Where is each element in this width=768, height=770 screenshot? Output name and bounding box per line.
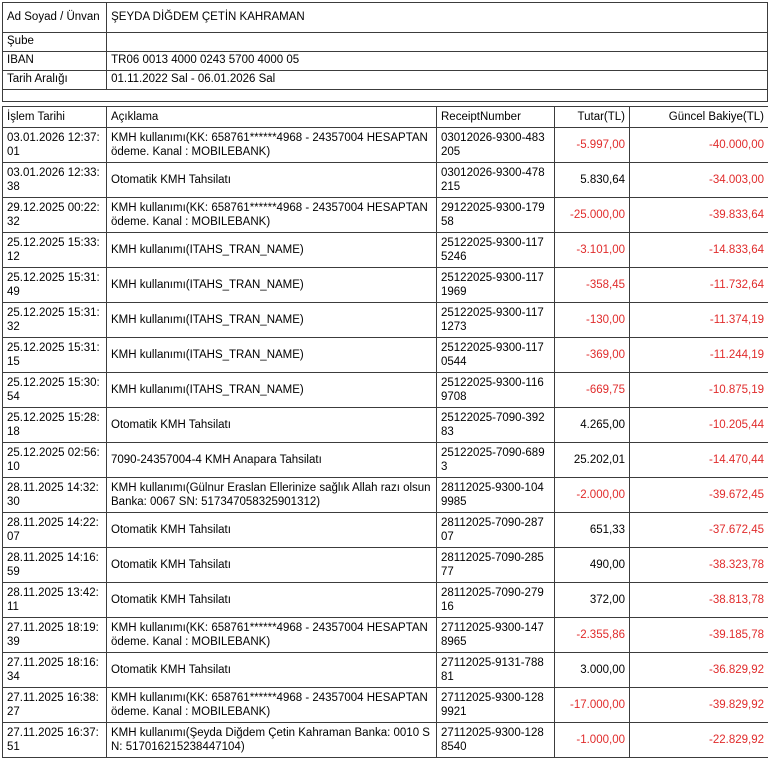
cell-description: Otomatik KMH Tahsilatı bbox=[107, 408, 437, 443]
cell-date: 28.11.2025 14:22:07 bbox=[3, 513, 107, 548]
column-header-balance: Güncel Bakiye(TL) bbox=[630, 107, 768, 128]
cell-description: KMH kullanımı(ITAHS_TRAN_NAME) bbox=[107, 338, 437, 373]
cell-receipt: 28112025-7090-27916 bbox=[437, 583, 555, 618]
cell-date: 28.11.2025 14:32:30 bbox=[3, 478, 107, 513]
account-info-body bbox=[3, 3, 768, 90]
info-row-name bbox=[3, 3, 768, 33]
cell-amount: -5.997,00 bbox=[555, 128, 630, 163]
cell-description: KMH kullanımı(KK: 658761******4968 - 24357004 HESAPTAN ödeme. Kanal : MOBILEBANK) bbox=[107, 618, 437, 653]
table-row[interactable] bbox=[3, 513, 768, 548]
cell-description: Otomatik KMH Tahsilatı bbox=[107, 548, 437, 583]
cell-receipt: 25122025-9300-1175246 bbox=[437, 233, 555, 268]
cell-receipt: 03012026-9300-483205 bbox=[437, 128, 555, 163]
cell-amount: -369,00 bbox=[555, 338, 630, 373]
header-row bbox=[3, 107, 768, 128]
info-label-name: Ad Soyad / Ünvan bbox=[3, 3, 107, 33]
cell-receipt: 28112025-9300-1049985 bbox=[437, 478, 555, 513]
cell-balance: -40.000,00 bbox=[630, 128, 768, 163]
cell-balance: -39.829,92 bbox=[630, 688, 768, 723]
cell-amount: -17.000,00 bbox=[555, 688, 630, 723]
spacer-table bbox=[2, 90, 768, 106]
cell-balance: -34.003,00 bbox=[630, 163, 768, 198]
cell-receipt: 29122025-9300-17958 bbox=[437, 198, 555, 233]
table-row[interactable] bbox=[3, 408, 768, 443]
cell-receipt: 25122025-7090-6893 bbox=[437, 443, 555, 478]
cell-balance: -11.732,64 bbox=[630, 268, 768, 303]
cell-description: KMH kullanımı(KK: 658761******4968 - 24357004 HESAPTAN ödeme. Kanal : MOBILEBANK) bbox=[107, 688, 437, 723]
transactions-body bbox=[3, 128, 768, 758]
table-row[interactable] bbox=[3, 268, 768, 303]
cell-description: KMH kullanımı(KK: 658761******4968 - 24357004 HESAPTAN ödeme. Kanal : MOBILEBANK) bbox=[107, 128, 437, 163]
table-row[interactable] bbox=[3, 338, 768, 373]
cell-receipt: 27112025-9300-1478965 bbox=[437, 618, 555, 653]
table-row[interactable] bbox=[3, 198, 768, 233]
cell-amount: -130,00 bbox=[555, 303, 630, 338]
cell-date: 27.11.2025 16:38:27 bbox=[3, 688, 107, 723]
table-row[interactable] bbox=[3, 478, 768, 513]
cell-amount: -25.000,00 bbox=[555, 198, 630, 233]
table-row[interactable] bbox=[3, 163, 768, 198]
table-row[interactable] bbox=[3, 653, 768, 688]
cell-receipt: 25122025-7090-39283 bbox=[437, 408, 555, 443]
info-row-iban bbox=[3, 52, 768, 71]
cell-amount: 372,00 bbox=[555, 583, 630, 618]
table-row[interactable] bbox=[3, 688, 768, 723]
table-row[interactable] bbox=[3, 723, 768, 758]
column-header-receipt: ReceiptNumber bbox=[437, 107, 555, 128]
cell-description: Otomatik KMH Tahsilatı bbox=[107, 583, 437, 618]
cell-date: 25.12.2025 15:30:54 bbox=[3, 373, 107, 408]
info-label-branch: Şube bbox=[3, 33, 107, 52]
cell-amount: -669,75 bbox=[555, 373, 630, 408]
cell-receipt: 25122025-9300-1171969 bbox=[437, 268, 555, 303]
cell-date: 27.11.2025 18:19:39 bbox=[3, 618, 107, 653]
cell-date: 25.12.2025 15:28:18 bbox=[3, 408, 107, 443]
cell-receipt: 25122025-9300-1171273 bbox=[437, 303, 555, 338]
cell-description: KMH kullanımı(ITAHS_TRAN_NAME) bbox=[107, 303, 437, 338]
table-row[interactable] bbox=[3, 548, 768, 583]
table-row[interactable] bbox=[3, 303, 768, 338]
table-row[interactable] bbox=[3, 233, 768, 268]
info-row-branch bbox=[3, 33, 768, 52]
cell-balance: -38.323,78 bbox=[630, 548, 768, 583]
info-value-name: ŞEYDA DİĞDEM ÇETİN KAHRAMAN bbox=[107, 3, 768, 33]
cell-description: KMH kullanımı(Gülnur Eraslan Ellerinize sağlık Allah razı olsun Banka: 0067 SN: 517347058325901312) bbox=[107, 478, 437, 513]
cell-date: 03.01.2026 12:37:01 bbox=[3, 128, 107, 163]
column-header-amount: Tutar(TL) bbox=[555, 107, 630, 128]
cell-date: 28.11.2025 13:42:11 bbox=[3, 583, 107, 618]
cell-balance: -36.829,92 bbox=[630, 653, 768, 688]
cell-description: 7090-24357004-4 KMH Anapara Tahsilatı bbox=[107, 443, 437, 478]
table-row[interactable] bbox=[3, 443, 768, 478]
cell-amount: -3.101,00 bbox=[555, 233, 630, 268]
cell-amount: 5.830,64 bbox=[555, 163, 630, 198]
info-value-date-range: 01.11.2022 Sal - 06.01.2026 Sal bbox=[107, 71, 768, 90]
cell-date: 25.12.2025 15:31:32 bbox=[3, 303, 107, 338]
cell-receipt: 27112025-9300-1288540 bbox=[437, 723, 555, 758]
spacer-row-1 bbox=[3, 90, 768, 101]
cell-amount: -358,45 bbox=[555, 268, 630, 303]
cell-date: 25.12.2025 02:56:10 bbox=[3, 443, 107, 478]
table-row[interactable] bbox=[3, 583, 768, 618]
info-value-branch bbox=[107, 33, 768, 52]
cell-date: 25.12.2025 15:31:49 bbox=[3, 268, 107, 303]
transactions-header bbox=[3, 107, 768, 128]
cell-date: 27.11.2025 16:37:51 bbox=[3, 723, 107, 758]
cell-balance: -11.244,19 bbox=[630, 338, 768, 373]
cell-description: KMH kullanımı(ITAHS_TRAN_NAME) bbox=[107, 268, 437, 303]
cell-amount: -1.000,00 bbox=[555, 723, 630, 758]
info-value-iban: TR06 0013 4000 0243 5700 4000 05 bbox=[107, 52, 768, 71]
cell-receipt: 25122025-9300-1170544 bbox=[437, 338, 555, 373]
cell-balance: -10.875,19 bbox=[630, 373, 768, 408]
cell-description: Otomatik KMH Tahsilatı bbox=[107, 163, 437, 198]
info-row-date-range bbox=[3, 71, 768, 90]
info-label-iban: IBAN bbox=[3, 52, 107, 71]
cell-amount: 490,00 bbox=[555, 548, 630, 583]
cell-balance: -22.829,92 bbox=[630, 723, 768, 758]
cell-balance: -14.470,44 bbox=[630, 443, 768, 478]
cell-amount: 25.202,01 bbox=[555, 443, 630, 478]
cell-amount: -2.000,00 bbox=[555, 478, 630, 513]
column-header-date: İşlem Tarihi bbox=[3, 107, 107, 128]
cell-balance: -39.833,64 bbox=[630, 198, 768, 233]
cell-balance: -37.672,45 bbox=[630, 513, 768, 548]
cell-balance: -10.205,44 bbox=[630, 408, 768, 443]
cell-date: 25.12.2025 15:31:15 bbox=[3, 338, 107, 373]
cell-description: KMH kullanımı(Şeyda Diğdem Çetin Kahraman Banka: 0010 SN: 517016215238447104) bbox=[107, 723, 437, 758]
cell-description: KMH kullanımı(ITAHS_TRAN_NAME) bbox=[107, 373, 437, 408]
cell-date: 28.11.2025 14:16:59 bbox=[3, 548, 107, 583]
cell-balance: -11.374,19 bbox=[630, 303, 768, 338]
info-label-date-range: Tarih Aralığı bbox=[3, 71, 107, 90]
cell-description: KMH kullanımı(KK: 658761******4968 - 24357004 HESAPTAN ödeme. Kanal : MOBILEBANK) bbox=[107, 198, 437, 233]
cell-description: Otomatik KMH Tahsilatı bbox=[107, 653, 437, 688]
cell-date: 25.12.2025 15:33:12 bbox=[3, 233, 107, 268]
table-row[interactable] bbox=[3, 373, 768, 408]
account-info-table bbox=[2, 2, 768, 90]
table-row[interactable] bbox=[3, 128, 768, 163]
column-header-description: Açıklama bbox=[107, 107, 437, 128]
cell-receipt: 25122025-9300-1169708 bbox=[437, 373, 555, 408]
statement-sheet bbox=[0, 2, 768, 758]
cell-date: 29.12.2025 00:22:32 bbox=[3, 198, 107, 233]
cell-date: 03.01.2026 12:33:38 bbox=[3, 163, 107, 198]
cell-amount: 4.265,00 bbox=[555, 408, 630, 443]
cell-date: 27.11.2025 18:16:34 bbox=[3, 653, 107, 688]
cell-balance: -39.185,78 bbox=[630, 618, 768, 653]
cell-balance: -14.833,64 bbox=[630, 233, 768, 268]
table-row[interactable] bbox=[3, 618, 768, 653]
cell-receipt: 28112025-7090-28707 bbox=[437, 513, 555, 548]
cell-amount: -2.355,86 bbox=[555, 618, 630, 653]
cell-amount: 3.000,00 bbox=[555, 653, 630, 688]
cell-receipt: 27112025-9300-1289921 bbox=[437, 688, 555, 723]
cell-balance: -38.813,78 bbox=[630, 583, 768, 618]
transactions-table bbox=[2, 106, 768, 758]
cell-description: KMH kullanımı(ITAHS_TRAN_NAME) bbox=[107, 233, 437, 268]
cell-balance: -39.672,45 bbox=[630, 478, 768, 513]
cell-description: Otomatik KMH Tahsilatı bbox=[107, 513, 437, 548]
cell-receipt: 27112025-9131-78881 bbox=[437, 653, 555, 688]
cell-receipt: 28112025-7090-28577 bbox=[437, 548, 555, 583]
cell-amount: 651,33 bbox=[555, 513, 630, 548]
cell-receipt: 03012026-9300-478215 bbox=[437, 163, 555, 198]
